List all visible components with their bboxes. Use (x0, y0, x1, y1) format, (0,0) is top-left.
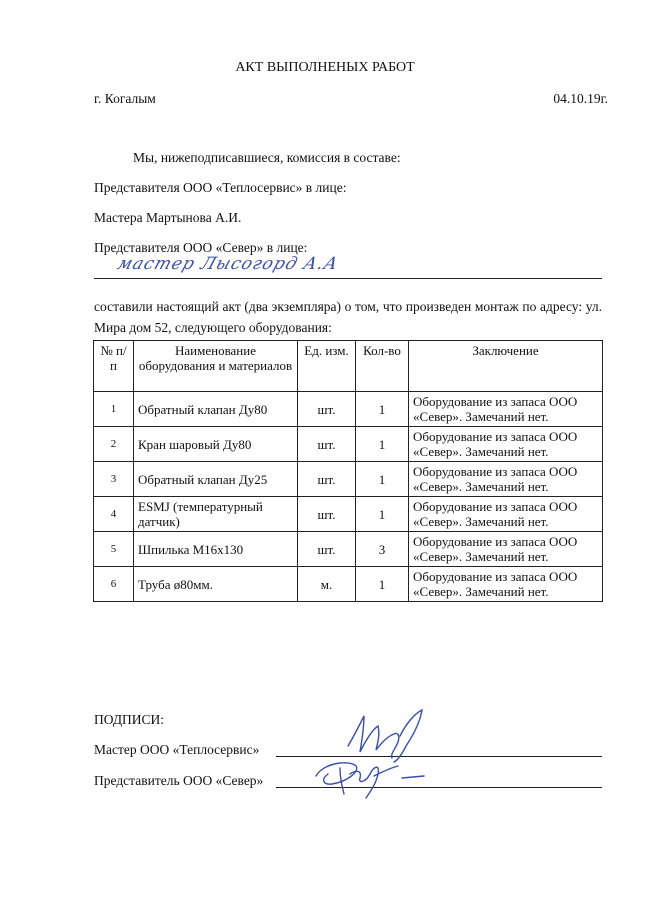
cell-conclusion: Оборудование из запаса ООО «Север». Замечаний нет. (409, 567, 603, 602)
signature-label-representative: Представитель ООО «Север» (94, 773, 264, 788)
representative-1-name: Мастера Мартынова А.И. (94, 210, 242, 225)
cell-number: 1 (94, 392, 134, 427)
cell-quantity: 1 (356, 427, 409, 462)
cell-conclusion: Оборудование из запаса ООО «Север». Замечаний нет. (409, 462, 603, 497)
cell-name: Кран шаровый Ду80 (134, 427, 298, 462)
header-quantity: Кол-во (356, 341, 409, 392)
table-row (94, 497, 603, 532)
representative-1-line: Представителя ООО «Теплосервис» в лице: (94, 180, 347, 195)
cell-number: 5 (94, 532, 134, 567)
table-row (94, 392, 603, 427)
cell-name: Шпилька М16х130 (134, 532, 298, 567)
cell-unit: шт. (298, 392, 356, 427)
cell-unit: м. (298, 567, 356, 602)
cell-conclusion: Оборудование из запаса ООО «Север». Замечаний нет. (409, 497, 603, 532)
table-row (94, 532, 603, 567)
representative-2-handwritten-name: мастер Лысогорд А.А (114, 254, 342, 274)
cell-number: 4 (94, 497, 134, 532)
fill-in-line (94, 278, 602, 279)
cell-number: 3 (94, 462, 134, 497)
cell-quantity: 3 (356, 532, 409, 567)
cell-conclusion: Оборудование из запаса ООО «Север». Замечаний нет. (409, 392, 603, 427)
cell-quantity: 1 (356, 392, 409, 427)
header-number: № п/п (94, 341, 134, 392)
cell-conclusion: Оборудование из запаса ООО «Север». Замечаний нет. (409, 427, 603, 462)
cell-name: ESMJ (температурный датчик) (134, 497, 298, 532)
cell-unit: шт. (298, 462, 356, 497)
header-unit: Ед. изм. (298, 341, 356, 392)
cell-number: 6 (94, 567, 134, 602)
cell-unit: шт. (298, 497, 356, 532)
document-title: АКТ ВЫПОЛНЕНЫХ РАБОТ (235, 60, 415, 75)
cell-unit: шт. (298, 427, 356, 462)
equipment-table (93, 340, 603, 602)
header-conclusion: Заключение (409, 341, 603, 392)
statement-paragraph: составили настоящий акт (два экземпляра) о том, что произведен монтаж по адресу: ул. Мира дом 52, следующего оборудования: (94, 299, 602, 335)
table-row (94, 427, 603, 462)
handwritten-signature-representative (310, 752, 430, 802)
cell-quantity: 1 (356, 462, 409, 497)
cell-quantity: 1 (356, 497, 409, 532)
cell-conclusion: Оборудование из запаса ООО «Север». Замечаний нет. (409, 532, 603, 567)
cell-name: Обратный клапан Ду25 (134, 462, 298, 497)
cell-name: Обратный клапан Ду80 (134, 392, 298, 427)
header-name: Наименование оборудования и материалов (134, 341, 298, 392)
cell-unit: шт. (298, 532, 356, 567)
city: г. Когалым (94, 91, 156, 106)
intro-text: Мы, нижеподписавшиеся, комиссия в составе: (133, 150, 401, 165)
table-row (94, 462, 603, 497)
signatures-heading: ПОДПИСИ: (94, 712, 165, 727)
cell-name: Труба ø80мм. (134, 567, 298, 602)
cell-quantity: 1 (356, 567, 409, 602)
signature-label-master: Мастер ООО «Теплосервис» (94, 742, 260, 757)
representative-2-line: Представителя ООО «Север» в лице: (94, 240, 308, 255)
cell-number: 2 (94, 427, 134, 462)
table-header-row (94, 341, 603, 392)
table-row (94, 567, 603, 602)
document-date: 04.10.19г. (553, 91, 608, 106)
